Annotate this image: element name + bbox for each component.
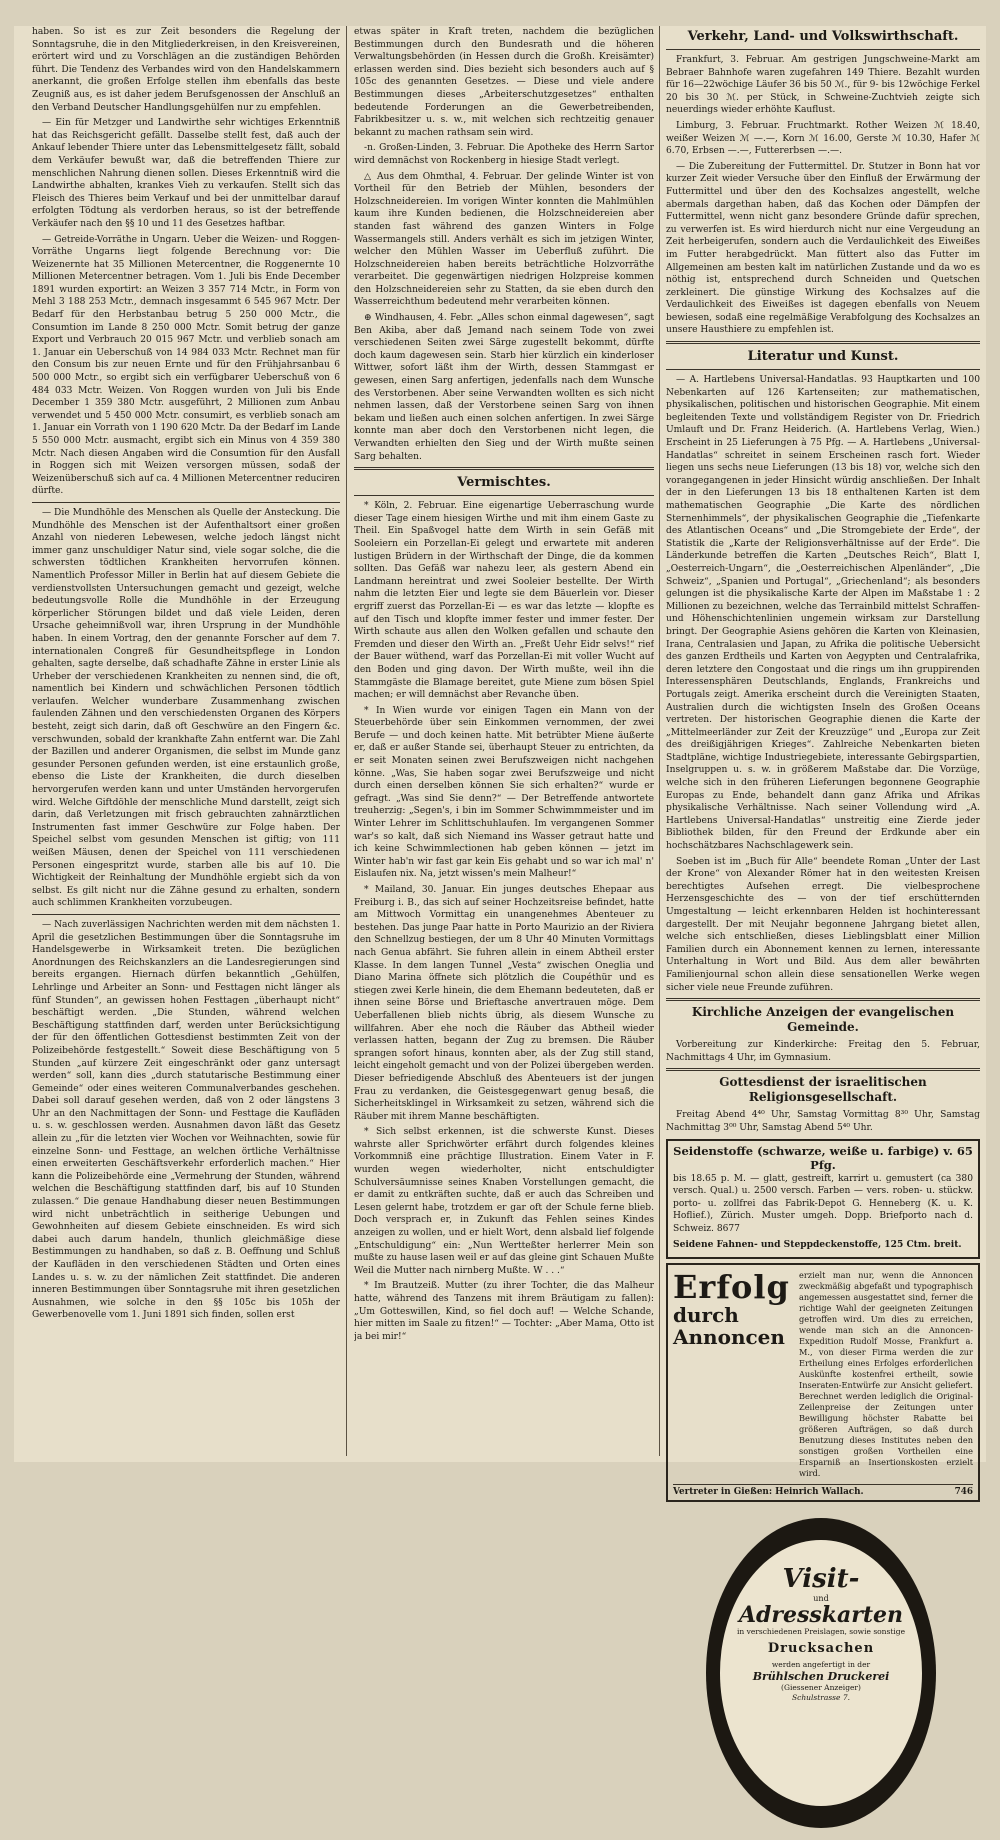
- section-heading-gottesdienst: Gottesdienst der israelitischen Religionsgesellschaft.: [719, 1075, 927, 1105]
- ad-giessener-anzeiger: (Giessener Anzeiger): [781, 1683, 861, 1693]
- newspaper-page: [14, 26, 986, 1703]
- ad-drucksachen: Drucksachen: [767, 1641, 875, 1657]
- ad-erfolg-subtitle: durch Annoncen: [673, 1303, 785, 1350]
- column-rule: [659, 26, 660, 1456]
- divider: [666, 369, 980, 370]
- divider: [354, 495, 654, 496]
- divider: [666, 1068, 980, 1071]
- ad-erfolg-text: erzielt man nur, wenn die Annoncen zweckmäßig abgefaßt und typographisch angemessen ausgestattet sind, ferner die richtige Wahl der geeigneten Zeitungen getroffen wird. Um dies zu erreichen, wende man sich an die Annoncen-Expedition Rudolf Mosse, Frankfurt a. M., von dieser Firma werden die zur Ertheilung eines Erfolges erforderlichen Auskünfte kostenfrei ertheilt, sowie Inseraten-Entwürfe zur Ansicht geliefert. Berechnet werden lediglich die Original-Zeilenpreise der Zeitungen unter Bewilligung höchster Rabatte bei größeren Aufträgen, so daß durch Benutzung dieses Institutes neben den sonstigen großen Vortheilen eine Ersparniß an Insertionskosten erzielt wird.: [799, 1270, 973, 1479]
- article-buch-fuer-alle: Soeben ist im „Buch für Alle“ beendete Roman „Unter der Last der Krone“ von Alexander Römer hat in den weitesten Kreisen berechtigtes Aufsehen erregt. Die vielbesprochene Herzensgeschichte des — von der tief erschütternden Umgestaltung — leicht erkennbaren Helden ist hochinteressant dargestellt. Der mit Neujahr begonnene Jahrgang bietet allen, welche sich entschließen, dieses Lieblingsblatt einer Million Familien durch ein Abonnement kennen zu lernen, interessante Unterhaltung in Wort und Bild. Aus dem aller bewährten Familienjournal schon allein diese sensationellen Werke wegen sicher viele neue Freunde zuführen.: [666, 856, 980, 993]
- article-getreide-vorraethe: — Getreide-Vorräthe in Ungarn. Ueber die Weizen- und Roggen-Vorräthe Ungarns liegt folgende Berechnung vor: Die Weizenernte hat 35 Millionen Metercentner, die Roggenernte 10 Millionen Metercentner betragen. Vom 1. Juli bis Ende December 1891 wurden exportirt: an Weizen 3 357 714 Mctr., in Form von Mehl 3 188 253 Mctr., demnach insgesammt 6 545 967 Mctr. Der Bedarf für den Herbstanbau betrug 5 250 000 Mctr., die Consumtion im Lande 8 250 000 Mctr. Somit betrug der ganze Export und Verbrauch 20 015 967 Mctr. und verblieb sonach am 1. Januar ein Ueberschuß von 14 984 033 Mctr. Rechnet man für den Consum bis zur neuen Ernte und für den Frühjahrsanbau 6 500 000 Mctr., so ergibt sich ein verfügbarer Ueberschuß von 6 484 033 Mctr. Weizen. Von Roggen wurden von Juli bis Ende December 1 359 380 Mctr. ausgeführt, 2 Millionen zum Anbau verwendet und 5 450 000 Mctr. consumirt, es verblieb sonach am 1. Januar ein Vorrath von 1 190 620 Mctr. Da der Bedarf im Lande 5 550 000 Mctr. ausmacht, ergibt sich ein Minus von 4 359 380 Mctr. Nach diesen Angaben wird die Consumtion für den Ausfall in Roggen sich mit Weizen versorgen müssen, sodaß der Weizenüberschuß sich auf ca. 4 Millionen Metercentner reduciren dürfte.: [32, 234, 340, 497]
- ad-seidenstoffe: [666, 1139, 980, 1260]
- ad-visit-werden: werden angefertigt in der: [771, 1660, 871, 1670]
- article-sonntagsruhe-cont: etwas später in Kraft treten, nachdem die bezüglichen Bestimmungen durch den Bundesrath und die höheren Verwaltungsbehörden (in Hessen durch die Großh. Kreisämter) erlassen werden sind. Dies bezieht sich besonders auch auf § 105c des genannten Gesetzes. — Diese und viele andere Bestimmungen dieses „Arbeiterschutzgesetzes“ enthalten bedeutende Forderungen an die Gewerbetreibenden, Fabrikbesitzer u. s. w., mit welchen sich rechtzeitig genauer bekannt zu machen rathsam sein wird.: [354, 27, 654, 138]
- article-frankfurt: Frankfurt, 3. Februar. Am gestrigen Jungschweine-Markt am Bebraer Bahnhofe waren zugefahren 149 Thiere. Bezahlt wurden für 16—22wöchige Läufer 36 bis 50 ℳ., für 9- bis 12wöchige Ferkel 20 bis 30 ℳ. per Stück, in Schweine-Zuchtvieh zeigte sich neuerdings wieder erhöhte Kauflust.: [666, 55, 980, 116]
- ad-seidenstoffe-text: bis 18.65 p. M. — glatt, gestreift, karrirt u. gemustert (ca 380 versch. Qual.) u. 2500 versch. Farben — vers. roben- u. stückw. porto- u. zollfrei das Fabrik-Depot G. Henneberg (K. u. K. Hoflief.), Zürich. Muster umgeh. Dopp. Briefporto nach d. Schweiz. 8677: [673, 1173, 973, 1234]
- article-grossen-linden: -n. Großen-Linden, 3. Februar. Die Apotheke des Herrn Sartor wird demnächst von Rockenberg in hiesige Stadt verlegt.: [354, 143, 654, 166]
- ad-visitenkarten-oval-frame: [706, 1518, 936, 1828]
- divider: [32, 502, 340, 503]
- article-windhausen: ⊕ Windhausen, 4. Febr. „Alles schon einmal dagewesen“, sagt Ben Akiba, aber daß Jemand nach seinem Tode von zwei verschiedenen Seiten zwei Särge zugestellt bekommt, dürfte doch kaum dagewesen sein. Starb hier kürzlich ein kinderloser Wittwer, sofort läßt ihm der Wirth, dessen Stammgast er gewesen, einen Sarg anfertigen, jedenfalls nach dem Wunsche des Verstorbenen. Aber seine Verwandten wollten es sich nicht nehmen lassen, daß der Verstorbene seinen Sarg von ihnen bekam und ließen auch einen solchen anfertigen. In zwei Särge konnte man aber doch den Verstorbenen nicht legen, die Verwandten erhielten den Sieg und der Wirth mußte seinen Sarg behalten.: [354, 313, 654, 462]
- article-mailand: * Mailand, 30. Januar. Ein junges deutsches Ehepaar aus Freiburg i. B., das sich auf seiner Hochzeitsreise befindet, hatte am Mittwoch Vormittag ein unangenehmes Abenteuer zu bestehen. Das junge Paar hatte in Porto Maurizio an der Riviera den Schnellzug bestiegen, der um 8 Uhr 40 Minuten Vormittags nach Genua abfährt. Sie fuhren allein in einem Abtheil erster Klasse. In dem langen Tunnel „Vesta“ zwischen Oneglia und Diano Marina öffnete sich plötzlich die Coupéthür und es stiegen zwei Kerle hinein, die dem Ehemann bedeuteten, daß er ihnen seine Börse und Brieftasche anvertrauen möge. Dem Ueberfallenen blieb nichts übrig, als diesem Wunsche zu willfahren. Aber ehe noch die Räuber das Abtheil wieder verlassen hatten, begann der Zug zu bremsen. Die Räuber sprangen sofort hinaus, konnten aber, als der Zug still stand, leicht eingeholt gemacht und von der Polizei übergeben werden. Dieser befriedigende Abschluß des Abenteuers ist der jungen Frau zu verdanken, die Geistesgegenwart genug besaß, die Sicherheitsklingel in Wirksamkeit zu setzen, während sich die Räuber mit ihrem Manne beschäftigten.: [354, 885, 654, 1122]
- article-wien: * In Wien wurde vor einigen Tagen ein Mann von der Steuerbehörde über sein Einkommen vernommen, der zwei Berufe — und doch keinen hatte. Mit betrübter Miene äußerte er, daß er außer Stande sei, überhaupt Steuer zu entrichten, da er seit Monaten seinen zwei Berufszweigen nicht nachgehen könne. „Was, Sie haben sogar zwei Berufszweige und nicht durch einen derselben können Sie sich erhalten?“ wurde er gefragt. „Was sind Sie denn?“ — Der Betreffende antwortete treuherzig: „Segen's, i bin im Sommer Schwimmmeister und im Winter Lehrer im Schlittschuhlaufen. Im vergangenen Sommer war's so kalt, daß sich Niemand ins Wasser getraut hatte und ich keine Schwimmlectionen hab geben können — jetzt im Winter hab'n wir fast gar kein Eis gehabt und so war ich mal' n' Eislaufen nix. Na, jetzt wissen's mein Malheur!“: [354, 705, 654, 880]
- section-heading-verkehr: Verkehr, Land- und Volkswirthschaft.: [687, 29, 959, 44]
- article-koeln: * Köln, 2. Februar. Eine eigenartige Ueberraschung wurde dieser Tage einem hiesigen Wirthe und mit ihm einem Gaste zu Theil. Ein Spaßvogel hatte dem Wirth in sein Gefäß mit Sooleiern ein Porzellan-Ei gelegt und erwartete mit anderen lustigen Brüdern in der Wirthschaft der Dinge, die da kommen sollten. Das Gefäß war nahezu leer, als gestern Abend ein Landmann hereintrat und zwei Sooleier bestellte. Der Wirth nahm die letzten Eier und legte sie dem Bäuerlein vor. Dieser ergriff zuerst das Porzellan-Ei — es war das letzte — klopfte es auf den Tisch und klopfte immer fester und immer fester. Der Wirth schaute aus allen den Wolken gefallen und schaute den Fremden und dieser den Wirth an. „Freßt Uehr Eidr selvs!“ rief der Bauer wüthend, warf das Porzellan-Ei mit voller Wucht auf den Boden und ging davon. Der Wirth mußte, weil ihn die Stammgäste die Blamage bereitet, gute Miene zum bösen Spiel machen; er will demnächst aber Revanche üben.: [354, 501, 654, 701]
- article-sonntagsruhe: — Nach zuverlässigen Nachrichten werden mit dem nächsten 1. April die gesetzlichen Bestimmungen über die Sonntagsruhe im Handelsgewerbe in Wirksamkeit treten. Die bezüglichen Anordnungen des Reichskanzlers an die Landesregierungen sind bereits ergangen. Hiernach dürfen bekanntlich „Gehülfen, Lehrlinge und Arbeiter an Sonn- und Festtagen nicht länger als fünf Stunden“, an gewissen hohen Festtagen „überhaupt nicht“ beschäftigt werden. „Die Stunden, während welchen Beschäftigung stattfinden darf, werden unter Berücksichtigung der für den öffentlichen Gottesdienst bestimmten Zeit von der Polizeibehörde festgestellt.“ Soweit diese Beschäftigung von 5 Stunden „auf kürzere Zeit eingeschränkt oder ganz untersagt werden“ soll, kann dies „durch statutarische Bestimmung einer Gemeinde“ oder eines weiteren Communalverbandes geschehen. Dabei soll darauf gesehen werden, daß von 2 oder längstens 3 Uhr an den Nachmittagen der Sonn- und Festtage die Kaufläden u. s. w. geschlossen werden. Ausnahmen davon läßt das Gesetz allein zu „für die letzten vier Wochen vor Weihnachten, sowie für einzelne Sonn- und Festtage, an welchen örtliche Verhältnisse einen erweiterten Geschäftsverkehr erforderlich machen.“ Hier kann die Polizeibehörde eine „Vermehrung der Stunden, während welchen die Beschäftigung stattfinden darf, bis auf 10 Stunden zulassen.“ Die genaue Handhabung dieser neuen Bestimmungen wird nicht unbeträchtlich in seitherige Uebungen und Gewohnheiten auf diesem Gebiete einschneiden. Es wird sich dabei auch darum handeln, thunlich gleichmäßige diese Bestimmungen zu handhaben, so daß z. B. Oeffnung und Schluß der Kaufläden in den verschiedenen Städten und Orten eines Landes u. s. w. zu der nämlichen Zeit stattfindet. Die anderen inneren Bestimmungen über Sonntagsruhe mit ihren gesetzlichen Ausnahmen, wie solche in den §§ 105c bis 105h der Gewerbenovelle vom 1. Juni 1891 sich finden, sollen erst: [32, 919, 340, 1321]
- article-ohmthal: △ Aus dem Ohmthal, 4. Februar. Der gelinde Winter ist von Vortheil für den Betrieb der Mühlen, besonders der Holzschneidereien. Im vorigen Winter konnten die Mahlmühlen kaum ihre Kunden bedienen, die Holzschneidereien aber standen fast während des ganzen Winters in Folge Wassermangels still. Anders verhält es sich im jetzigen Winter, welcher den Mühlen Wasser im Ueberfluß zuführt. Die Holzschneidereien haben bereits beträchtliche Holzvorräthe verarbeitet. Die gegenwärtigen niedrigen Holzpreise kommen den Holzschneidereien sehr zu Statten, da sie eben durch den Wasserreichthum bedeutend mehr verarbeiten können.: [354, 171, 654, 308]
- divider: [354, 467, 654, 470]
- column-right: [666, 26, 980, 1840]
- column-rule: [346, 26, 347, 1456]
- divider: [32, 914, 340, 915]
- ad-bruehlsche-druckerei: Brühlschen Druckerei: [752, 1670, 890, 1684]
- section-heading-kirchlich: Kirchliche Anzeigen der evangelischen Gemeinde.: [691, 1005, 955, 1035]
- ad-visit-und: und: [813, 1594, 829, 1604]
- article-reichsgericht: — Ein für Metzger und Landwirthe sehr wichtiges Erkenntniß hat das Reichsgericht gefällt. Dasselbe stellt fest, daß auch der Ankauf lebender Thiere unter das Lebensmittelgesetz fällt, sobald dem Verkäufer bewußt war, daß die betreffenden Thiere zur menschlichen Nahrung dienen sollen. Dieses Erkenntniß wird die Landwirthe abhalten, krankes Vieh zu verkaufen. Stellt sich das Fleisch des Thieres beim Verkauf und bei der unmittelbar darauf erfolgten Tödtung als verdorben heraus, so ist der betreffende Verkäufer nach den §§ 10 und 11 des Gesetzes haftbar.: [32, 118, 340, 229]
- ad-seidenstoffe-footer: Seidene Fahnen- und Steppdeckenstoffe, 125 Ctm. breit.: [673, 1238, 962, 1250]
- divider: [666, 998, 980, 1001]
- ad-seidenstoffe-title: Seidenstoffe (schwarze, weiße u. farbige) v. 65 Pfg.: [673, 1143, 973, 1172]
- ad-visit-title: Visit-: [782, 1564, 860, 1595]
- ad-erfolg-annoncen: [666, 1263, 980, 1502]
- column-middle: [354, 26, 654, 1346]
- article-handatlas: — A. Hartlebens Universal-Handatlas. 93 Hauptkarten und 100 Nebenkarten auf 126 Kartenseiten; zur mathematischen, physikalischen, politischen und historischen Geographie. Mit einem begleitenden Texte und vollständigem Register von Dr. Friedrich Umlauft und Dr. Franz Heiderich. (A. Hartlebens Verlag, Wien.) Erscheint in 25 Lieferungen à 75 Pfg. — A. Hartlebens „Universal-Handatlas“ schreitet in seinem Erscheinen rasch fort. Wieder liegen uns sechs neue Lieferungen (13 bis 18) vor, welche sich den vorangegangenen in jeder Hinsicht würdig anschließen. Der Inhalt der in den Lieferungen 13 bis 18 enthaltenen Karten ist dem mathematischen Geographie „Die Karte des nördlichen Sternenhimmels“, der physikalischen Geographie die „Tiefenkarte des Atlantischen Oceans“ und „Die Stromgebiete der Erde“, der Statistik die „Karte der Religionsverhältnisse auf der Erde“. Die Länderkunde betreffen die Karten „Deutsches Reich“, Blatt I, „Oesterreich-Ungarn“, die „Oesterreichischen Alpenländer“, „Die Schweiz“, „Spanien und Portugal“, „Griechenland“; als besonders gelungen ist die physikalische Karte der Alpen im Maßstabe 1 : 2 Millionen zu bezeichnen, welche das Terrainbild mittelst Schraffen- und Höhenschichtenlinien ungemein wirksam zur Darstellung bringt. Der Geographie Asiens gehören die Karten von Kleinasien, Irana, Centralasien und Japan, zu Afrika die politische Uebersicht des ganzen Erdtheils und Karten von Aegypten und Centralafrika, deren letztere den Congostaat und die rings um ihn gruppirenden Interessensphären Deutschlands, Englands, Frankreichs und Portugals zeigt. Amerika erscheint durch die Vereinigten Staaten, Australien durch die wichtigsten Inseln des Großen Oceans vertreten. Der historischen Geographie dienen die Karte der „Mittelmeerländer zur Zeit der Kreuzzüge“ und „Europa zur Zeit des dreißigjährigen Krieges“. Zahlreiche Nebenkarten bieten Stadtpläne, wichtige Industriegebiete, interessante Gebirgspartien, Inselgruppen u. s. w. in größerem Maßstabe dar. Die Vorzüge, welche sich in den früheren Lieferungen begonnene Geographie Europas zu Ende, behandelt dann ganz Afrika und Afrikas physikalische Verhältnisse. Nach seiner Vollendung wird „A. Hartlebens Universal-Handatlas“ unstreitig eine Zierde jeder Bibliothek bilden, für den Freund der Erdkunde aber ein hochschätzbares Nachschlagewerk sein.: [666, 375, 980, 852]
- ad-erfolg-number: 746: [954, 1487, 973, 1498]
- article-sich-selbst-erkennen: * Sich selbst erkennen, ist die schwerste Kunst. Dieses wahrste aller Sprichwörter erfährt durch folgendes kleines Vorkommniß eine prächtige Illustration. Einem Vater in F. wurden wegen wiederholter, nicht entschuldigter Schulversäumnisse seines Knaben Vorstellungen gemacht, die er damit zu entkräften suchte, daß er auch das Schreiben und Lesen gelernt habe, trotzdem er gar oft der Schule ferne blieb. Doch versprach er, in Zukunft das Fehlen seines Kindes anzeigen zu wollen, und er hielt Wort, denn alsbald lief folgende „Entschuldigung“ ein: „Nun Wertteßter herlerrer Mein son mußte zu hause lasen weil er auf das gleine gint Schauen Mußte Weil die Mutter nach nirnberg Mußte. W . . .“: [354, 1127, 654, 1276]
- ad-visitenkarten: [666, 1510, 980, 1840]
- article-verband-end: haben. So ist es zur Zeit besonders die Regelung der Sonntagsruhe, die in den Mitgliederkreisen, in den Kreisvereinen, erörtert wird und zu Vorschlägen an die zuständigen Behörden führt. Die Tendenz des Verbandes wird von den Handelskammern anerkannt, die großen Erfolge stellen ihm ebenfalls das beste Zeugniß aus, es ist daher jedem Berufsgenossen der Anschluß an den Verband Deutscher Handlungsgehülfen nur zu empfehlen.: [32, 27, 340, 113]
- article-gottesdienst-times: Freitag Abend 4⁴⁰ Uhr, Samstag Vormittag 8³⁰ Uhr, Samstag Nachmittag 3⁰⁰ Uhr, Samstag Abend 5⁴⁰ Uhr.: [666, 1110, 980, 1133]
- article-kinderkirche: Vorbereitung zur Kinderkirche: Freitag den 5. Februar, Nachmittags 4 Uhr, im Gymnasium.: [666, 1040, 980, 1063]
- ad-schulstrasse: Schulstrasse 7.: [792, 1693, 850, 1703]
- section-heading-vermischtes: Vermischtes.: [457, 475, 551, 491]
- column-left: [32, 26, 340, 1325]
- article-limburg: Limburg, 3. Februar. Fruchtmarkt. Rother Weizen ℳ 18.40, weißer Weizen ℳ —.—, Korn ℳ 16.00, Gerste ℳ 10.30, Hafer ℳ 6.70, Erbsen —.—, Futtererbsen —.—.: [666, 120, 980, 157]
- section-heading-literatur: Literatur und Kunst.: [747, 349, 899, 365]
- ad-visit-preislagen: in verschiedenen Preislagen, sowie sonstige: [736, 1627, 906, 1637]
- article-brautzeit: * Im Brautzeiß. Mutter (zu ihrer Tochter, die das Malheur hatte, während des Tanzens mit ihrem Bräutigam zu fallen): „Um Gotteswillen, Kind, so fiel doch auf! — Welche Schande, hier mitten im Saale zu fitzen!“ — Tochter: „Aber Mama, Otto ist ja bei mir!“: [354, 1281, 654, 1342]
- ad-erfolg-representative: Vertreter in Gießen: Heinrich Wallach.: [673, 1487, 864, 1498]
- divider: [666, 49, 980, 50]
- ad-erfolg-title: Erfolg: [673, 1268, 790, 1307]
- article-mundhoehle: — Die Mundhöhle des Menschen als Quelle der Ansteckung. Die Mundhöhle des Menschen ist der Aufenthaltsort einer großen Anzahl von niederen Lebewesen, welche jedoch längst nicht immer ganz unschuldiger Natur sind, viele sogar solche, die die schwersten tödtlichen Krankheiten hervorrufen können. Namentlich Professor Miller in Berlin hat auf diesem Gebiete die verdienstvollsten Untersuchungen gemacht und gezeigt, welche bedeutungsvolle Rolle die Mundhöhle in der Erzeugung körperlicher Störungen bildet und daß viele Leiden, deren Ursache geheimnißvoll war, ihren Ursprung in der Mundhöhle haben. In einem Vortrag, den der genannte Forscher auf dem 7. internationalen Congreß für Gesundheitspflege in London gehalten, sagte derselbe, daß schadhafte Zähne in erster Linie als Urheber der verschiedenen Krankheiten zu nennen sind, die oft, namentlich bei Kindern und schwächlichen Personen tödtlich verlaufen. Welcher wunderbare Zusammenhang zwischen faulenden Zähnen und den verschiedensten Organen des Körpers besteht, zeigt sich darin, daß oft Geschwüre an den Fingern &c. verschwunden, sobald der krankhafte Zahn entfernt war. Die Zahl der Bazillen und anderer Organismen, die selbst im Munde ganz gesunder Personen gefunden werden, ist eine erstaunlich große, ebenso die Liste der Krankheiten, die durch dieselben hervorgerufen werden kann und unter Umständen hervorgerufen wird. Welche Giftdöhle der menschliche Mund darstellt, zeigt sich darin, daß Verletzungen mit frisch gebrauchten zahnärztlichen Instrumenten fast immer Geschwüre zur Folge haben. Der Speichel selbst vom gesunden Menschen ist giftig; von 111 weißen Mäusen, denen der Speichel von 111 verschiedenen Personen eingespritzt wurde, starben alle bis auf 10. Die Wichtigkeit der Reinhaltung der Mundhöhle ergiebt sich da von selbst. Es gilt nicht nur die Zähne gesund zu erhalten, sondern auch schlimmen Krankheiten vorzubeugen.: [32, 507, 340, 909]
- article-futtermittel: — Die Zubereitung der Futtermittel. Dr. Stutzer in Bonn hat vor kurzer Zeit wieder Versuche über den Einfluß der Erwärmung der Futtermittel und über den des Kochsalzes angestellt, welche abermals dargethan haben, daß das Kochen oder Dämpfen der Futtermittel, wenn nicht ganz besondere Gründe dafür sprechen, zu verwerfen ist. Es wird hierdurch nicht nur eine Vergeudung an Zeit herbeigerufen, sondern auch die Verdaulichkeit des Eiweißes im Futter herabgedrückt. Man füttert also das Futter im Allgemeinen am besten kalt im natürlichen Zustande und da wo es nöthig ist, entsprechend durch Schneiden und Quetschen zerkleinert. Die günstige Wirkung des Kochsalzes auf die Verdaulichkeit des Eiweißes ist dagegen ebenfalls von Neuem bewiesen, sodaß eine regelmäßige Verabfolgung des Kochsalzes an unsere Hausthiere zu empfehlen ist.: [666, 161, 980, 336]
- divider: [666, 341, 980, 344]
- ad-adresskarten-title: Adresskarten: [738, 1602, 904, 1629]
